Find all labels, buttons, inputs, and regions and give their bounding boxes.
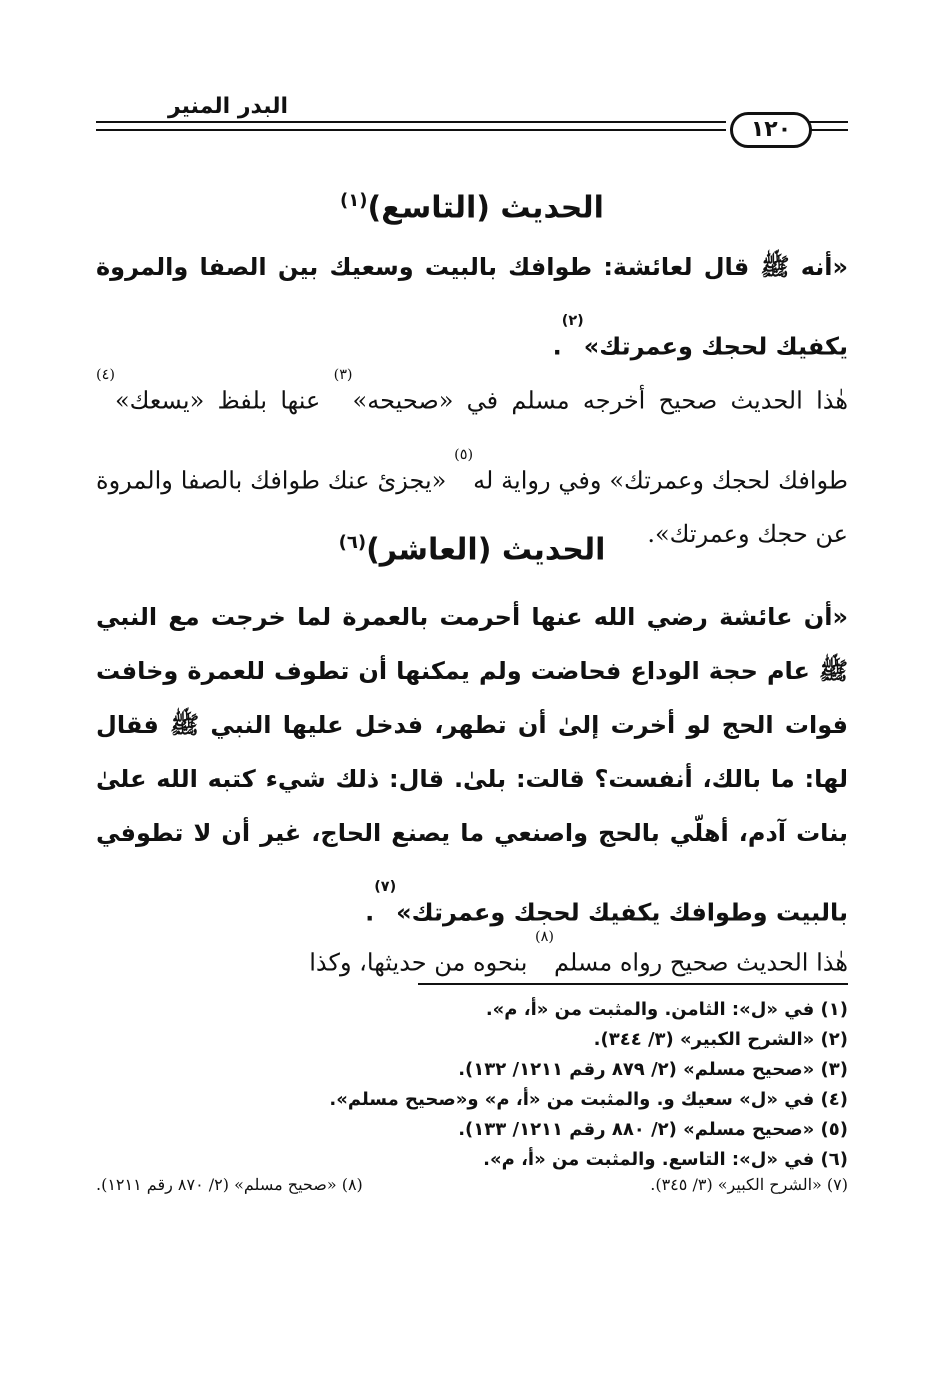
commentary-9-part-4: «يجزئ عنك طوافك بالصفا والمروة عن حجك وعمرتك». bbox=[96, 466, 848, 549]
hadith-9-heading bbox=[96, 190, 848, 226]
page-header bbox=[96, 90, 848, 160]
commentary-9-part-2: عنها بلفظ «يسعك» bbox=[114, 386, 334, 415]
header-rule-stub-bottom bbox=[808, 129, 848, 131]
book-page bbox=[96, 90, 848, 1290]
commentary-10-text: هٰذا الحديث صحيح رواه مسلم bbox=[554, 948, 848, 977]
commentary-9-part-1: هٰذا الحديث صحيح أخرجه مسلم في «صحيحه» bbox=[352, 386, 848, 415]
commentary-9-note-3: (٥) bbox=[454, 446, 474, 463]
commentary-9-part-3: طوافك لحجك وعمرتك» وفي رواية له bbox=[473, 466, 849, 495]
hadith-10-heading-text: الحديث (العاشر) bbox=[366, 532, 606, 568]
footnote-3: (٣) «صحيح مسلم» (٢/ ٨٧٩ رقم ١٢١١/ ١٣٢). bbox=[458, 1059, 848, 1080]
footnote-4: (٤) في «ل» سعيك و. والمثبت من «أ، م» و«صحيح مسلم». bbox=[329, 1089, 848, 1110]
commentary-10-note: (٨) bbox=[535, 929, 555, 945]
commentary-9-note-2: (٤) bbox=[96, 367, 115, 383]
commentary-10-end: بنحوه من حديثها، وكذا bbox=[309, 948, 536, 977]
running-title: البدر المنير bbox=[167, 94, 288, 119]
hadith-9-heading-note: (١) bbox=[340, 190, 368, 211]
header-rule-top bbox=[96, 121, 726, 123]
footnote-1: (١) في «ل»: الثامن. والمثبت من «أ، م». bbox=[485, 999, 848, 1020]
header-rule-bottom bbox=[96, 129, 726, 131]
footnote-7: (٧) «الشرح الكبير» (٣/ ٣٤٥). bbox=[650, 1175, 848, 1194]
hadith-10-note: (٧) bbox=[374, 879, 397, 895]
footnotes bbox=[96, 995, 848, 1205]
hadith-10-end: . bbox=[365, 898, 375, 927]
hadith-10-heading bbox=[96, 532, 848, 568]
footnote-separator bbox=[418, 983, 848, 985]
hadith-9-heading-text: الحديث (التاسع) bbox=[367, 190, 604, 226]
hadith-10-body: «أن عائشة رضي الله عنها أحرمت بالعمرة لما خرجت مع النبي ﷺ عام حجة الوداع فحاضت ولم يمكنها أن تطوف للعمرة وخافت فوات الحج لو أخرت إلىٰ أن تطهر، فدخل عليها النبي ﷺ فقال لها: ما بالك، أنفست؟ قالت: بلىٰ. قال: ذلك شيء كتبه الله علىٰ بنات آدم، أهلّي بالحج واصنعي ما يصنع الحاج، غير أن لا تطوفي بالبيت وطوافك يكفيك لحجك وعمرتك» bbox=[96, 603, 848, 927]
hadith-9-end: . bbox=[552, 332, 562, 361]
page-number: ١٢٠ bbox=[730, 112, 812, 148]
hadith-10-commentary bbox=[96, 910, 848, 990]
hadith-9-body: «أنه ﷺ قال لعائشة: طوافك بالبيت وسعيك بين الصفا والمروة يكفيك لحجك وعمرتك» bbox=[96, 253, 848, 361]
hadith-10-heading-note: (٦) bbox=[338, 532, 367, 553]
footnote-8: (٨) «صحيح مسلم» (٢/ ٨٧٠ رقم ١٢١١). bbox=[96, 1175, 363, 1194]
footnote-5: (٥) «صحيح مسلم» (٢/ ٨٨٠ رقم ١٢١١/ ١٣٣). bbox=[458, 1119, 848, 1140]
hadith-10-text bbox=[96, 590, 848, 940]
header-rule-stub-top bbox=[808, 121, 848, 123]
commentary-9-note-1: (٣) bbox=[333, 367, 353, 383]
hadith-9-commentary bbox=[96, 348, 848, 561]
footnote-row-7-8 bbox=[96, 1175, 848, 1205]
hadith-9-note: (٢) bbox=[561, 313, 584, 329]
footnote-6: (٦) في «ل»: التاسع. والمثبت من «أ، م». bbox=[483, 1149, 848, 1170]
footnote-2: (٢) «الشرح الكبير» (٣/ ٣٤٤). bbox=[593, 1029, 848, 1050]
